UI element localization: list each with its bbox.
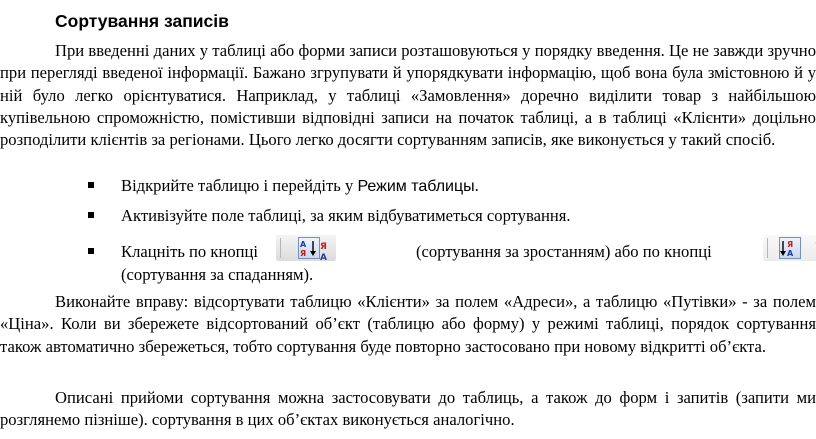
svg-text:Я: Я — [787, 240, 794, 249]
bullet-1-prefix: Відкрийте таблицю і перейдіть у — [121, 176, 358, 195]
sort-ascending-icon — [298, 237, 320, 259]
intro-paragraph-text: При введенні даних у таблиці або форми записи розташовуються у порядку введення. Це не завжди зручно при перегляді введеної інформації. Бажано згрупувати й упорядкувати інформацію, щоб вона була змістовною й у ній було легко орієнтуватися. Наприклад, у таблиці «Замовлення» доречно виділити товар з найбільшою купівельною спроможністю, помістивши відповідні записи на початок таблиці, а в таблиці «Клієнти» доцільно розподілити клієнтів за регіонами. Цього легко досягти сортуванням записів, яке виконується у такий спосіб. — [0, 41, 816, 150]
bullet-3-part2: (сортування за зростанням) або по кнопці — [416, 242, 712, 261]
intro-paragraph — [0, 40, 816, 151]
bullet-square-icon — [88, 212, 94, 218]
sort-descending-icon — [779, 237, 801, 259]
section-heading: Сортування записів — [55, 11, 229, 31]
sort-ascending-button[interactable] — [276, 235, 336, 261]
bullet-square-icon — [88, 182, 94, 188]
datasheet-view-term: Режим таблицы — [357, 178, 475, 195]
sort-descending-button[interactable] — [763, 235, 816, 261]
bullet-square-icon — [88, 248, 94, 254]
bullet-3-part3: (сортування за спаданням). — [121, 265, 314, 284]
bullet-3-part1: Клацніть по кнопці — [121, 242, 258, 261]
svg-text:А: А — [300, 240, 307, 249]
closing-paragraph — [0, 387, 816, 432]
exercise-paragraph — [0, 291, 816, 358]
sort-letter-ya: Я — [320, 242, 327, 252]
exercise-paragraph-text: Виконайте вправу: відсортувати таблицю «Клієнти» за полем «Адреси», а таблицю «Путівки» - за полем «Ціна». Коли ви збережете відсортований об’єкт (таблицю або форму) у режимі таблиці, порядок сортування також автоматично збережеться, тобто сортування буде повторно застосовано при новому відкритті об’єкта. — [0, 292, 816, 356]
sort-letter-a: А — [320, 253, 327, 263]
closing-paragraph-text: Описані прийоми сортування можна застосовувати до таблиць, а також до форм і запитів (запити ми розглянемо пізніше). сортування в цих об’єктах виконується аналогічно. — [0, 388, 816, 430]
svg-text:Я: Я — [300, 249, 307, 258]
bullet-1-suffix: . — [474, 176, 479, 195]
bullet-2-text: Активізуйте поле таблиці, за яким відбуватиметься сортування. — [121, 206, 571, 225]
svg-text:А: А — [787, 249, 794, 258]
